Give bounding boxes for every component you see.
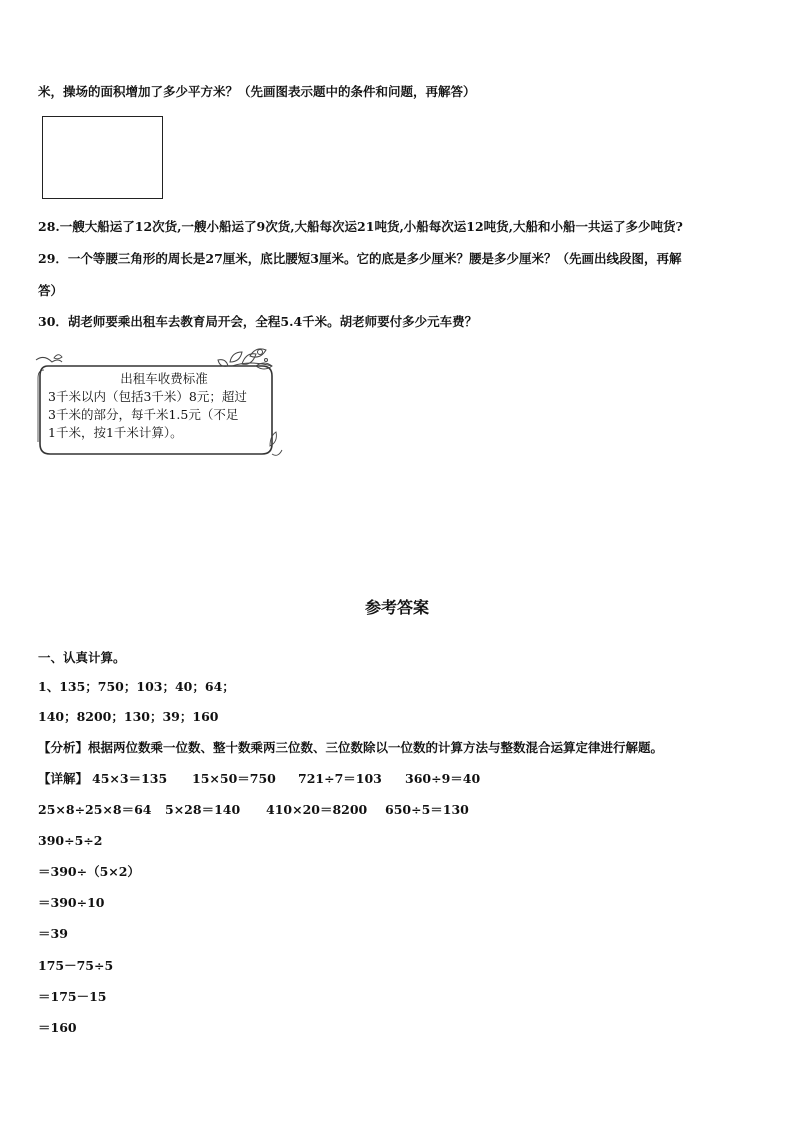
section-1-heading: 一、认真计算。 [38,650,126,665]
calc-step: ＝39 [38,926,68,941]
q27-continuation: 米，操场的面积增加了多少平方米？（先画图表示题中的条件和问题，再解答） [38,84,476,99]
answer-heading: 参考答案 [364,598,429,617]
answer-drawing-rectangle [42,116,163,199]
analysis-text: 【分析】根据两位数乘一位数、整十数乘两三位数、三位数除以一位数的计算方法与整数混合运算定律进行解题。 [38,740,664,755]
fare-card-title: 出租车收费标准 [120,371,208,386]
question-30: 30．胡老师要乘出租车去教育局开会，全程5.4千米。胡老师要付多少元车费？ [38,314,478,329]
calc-item: 721÷7＝103 [298,771,382,786]
calc-step: ＝390÷10 [38,895,105,910]
calc-item: 360÷9＝40 [405,771,481,786]
answer-1-line-2: 140；8200；130；39；160 [38,709,219,724]
fare-card-line-1: 3千米以内（包括3千米）8元；超过 [48,389,247,404]
calc-step: ＝390÷（5×2） [38,864,140,879]
calc-step: 175－75÷5 [38,958,114,973]
question-29-line-2: 答） [38,283,64,298]
fare-card-line-2: 3千米的部分，每千米1.5元（不足 [48,407,239,422]
calc-step: ＝160 [38,1020,77,1035]
calc-item: 25×8÷25×8＝64 [38,802,152,817]
calc-item: 5×28＝140 [165,802,241,817]
calc-step: 390÷5÷2 [38,833,103,848]
detail-label: 【详解】 [38,771,89,786]
answer-1-line-1: 1、135；750；103；40；64； [38,679,235,694]
question-28: 28.一艘大船运了12次货,一艘小船运了9次货,大船每次运21吨货,小船每次运12吨货,大船和小船一共运了多少吨货? [38,219,683,234]
calc-item: 410×20＝8200 [266,802,368,817]
taxi-fare-card [34,346,284,462]
calc-item: 45×3＝135 [92,771,168,786]
question-29-line-1: 29．一个等腰三角形的周长是27厘米，底比腰短3厘米。它的底是多少厘米？腰是多少厘米？（先画出线段图，再解 [38,251,682,266]
calc-item: 650÷5＝130 [385,802,469,817]
calc-item: 15×50＝750 [192,771,276,786]
calc-step: ＝175－15 [38,989,107,1004]
fare-card-line-3: 1千米，按1千米计算）。 [48,425,183,440]
